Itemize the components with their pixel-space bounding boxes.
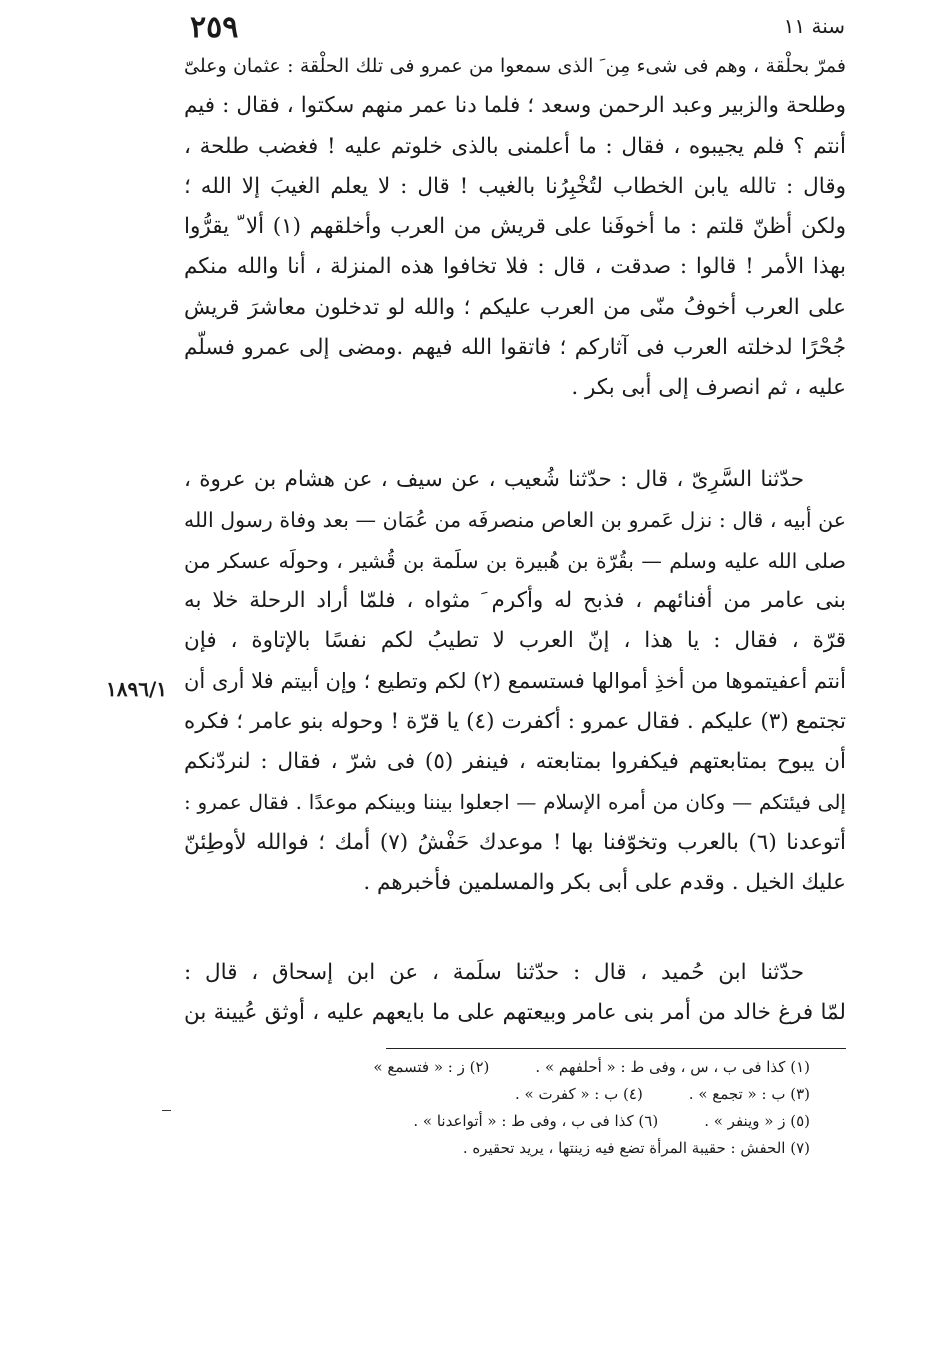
footnote: (٧) الحفش : حقيبة المرأة تضع فيه زينتها ، يريد تحقيره . [462, 1139, 810, 1157]
text-line: صلى الله عليه وسلم — بقُرّة بن هُبيرة بن سلَمة بن قُشير ، وحولَه عسكر من [184, 548, 846, 573]
page-number: ٢٥٩ [190, 10, 239, 45]
paragraph-3 [184, 953, 846, 1034]
text-line: أنتم أعفيتموها من أخذِ أموالها فستسمع (٢) لكم وتطيع ؛ وإن أبيتم فلا أرى أن [184, 669, 846, 694]
footnote: (٦) كذا فى ب ، وفى ط : « أتواعدنا » . [413, 1112, 659, 1130]
paragraph-2 [184, 460, 846, 903]
footnote-line [250, 1081, 810, 1108]
text-line: وطلحة والزبير وعبد الرحمن وسعد ؛ فلما دنا عمر منهم سكتوا ، فقال : فيم [184, 93, 846, 119]
text-line: وقال : تالله يابن الخطاب لتُخْبِرُنا بالغيب ! قال : لا يعلم الغيبَ إلا الله ؛ [184, 173, 846, 199]
text-line: حدّثنا السَّرِىّ ، قال : حدّثنا شُعيب ، عن سيف ، عن هشام بن عروة ، [184, 467, 804, 492]
footnote: (٢) ز : « فتسمع » [373, 1058, 490, 1076]
margin-note: ١٨٩٦/١ [106, 677, 168, 701]
footnote: (٤) ب : « كفرت » . [514, 1085, 643, 1103]
text-line: تجتمع (٣) عليكم . فقال عمرو : أكفرت (٤) يا قرّة ! وحوله بنو عامر ؛ فكره [184, 708, 846, 734]
text-line: ولكن أظنّ قلتم : ما أخوفَنا على قريش من العرب وأخلقهم (١) ألا ّ يقرُّوا [184, 214, 846, 240]
footnote: (٥) ز « وينفر » . [704, 1112, 810, 1130]
footnote-divider [386, 1048, 846, 1049]
footnote-line [250, 1135, 810, 1162]
text-line: عليه ، ثم انصرف إلى أبى بكر . [571, 375, 846, 401]
footnote: (١) كذا فى ب ، س ، وفى ط : « أحلفهم » . [535, 1058, 810, 1076]
text-line: قرّة ، فقال : يا هذا ، إنّ العرب لا تطيبُ لكم نفسًا بالإتاوة ، فإن [184, 628, 846, 654]
paragraph-1 [184, 46, 846, 409]
footnote-line [250, 1108, 810, 1135]
margin-mark [162, 1110, 171, 1111]
text-line: حدّثنا ابن حُميد ، قال : حدّثنا سلَمة ، عن ابن إسحاق ، قال : [184, 960, 804, 985]
text-line: عليك الخيل . وقدم على أبى بكر والمسلمين فأخبرهم . [363, 869, 846, 895]
footnotes [250, 1054, 810, 1162]
page-header [190, 10, 845, 46]
text-line: على العرب أخوفُ منّى من العرب عليكم ؛ والله لو تدخلون معاشرَ قريش [184, 294, 846, 320]
footnote-line [250, 1054, 810, 1081]
text-line: فمرّ بحلْقة ، وهم فى شىء مِن َ الذى سمعوا من عمرو فى تلك الحلْقة : عثمان وعلىّ [184, 55, 846, 77]
text-line: أتوعدنا (٦) بالعرب وتخوّفنا بها ! موعدك حَفْشُ (٧) أمك ؛ فوالله لأوطِئنّ [184, 829, 846, 855]
text-line: جُحْرًا لدخلته العرب فى آثاركم ؛ فاتقوا الله فيهم .ومضى إلى عمرو فسلّم [184, 335, 846, 361]
text-line: عن أبيه ، قال : نزل عَمرو بن العاص منصرفَه من عُمَان — بعد وفاة رسول الله [184, 508, 846, 533]
text-line: أن يبوح بمتابعتهم فيكفروا بمتابعته ، فينفر (٥) فى شرّ ، فقال : لنردّنكم [184, 749, 846, 775]
text-line: بهذا الأمر ! قالوا : صدقت ، قال : فلا تخافوا هذه المنزلة ، أنا والله منكم [184, 254, 846, 280]
footnote: (٣) ب : « تجمع » . [688, 1085, 810, 1103]
text-line: لمّا فرغ خالد من أمر بنى عامر وبيعتهم على ما بايعهم عليه ، أوثق عُيينة بن [184, 1000, 846, 1026]
running-head: سنة ١١ [783, 14, 845, 38]
text-line: بنى عامر من أفنائهم ، فذبح له وأكرم َ مثواه ، فلمّا أراد الرحلة خلا به [184, 587, 846, 613]
text-line: أنتم ؟ فلم يجيبوه ، فقال : ما أعلمنى بالذى خلوتم عليه ! فغضب طلحة ، [184, 133, 846, 159]
text-line: إلى فيئتكم — وكان من أمره الإسلام — اجعلوا بيننا وبينكم موعدًا . فقال عمرو : [184, 790, 846, 815]
